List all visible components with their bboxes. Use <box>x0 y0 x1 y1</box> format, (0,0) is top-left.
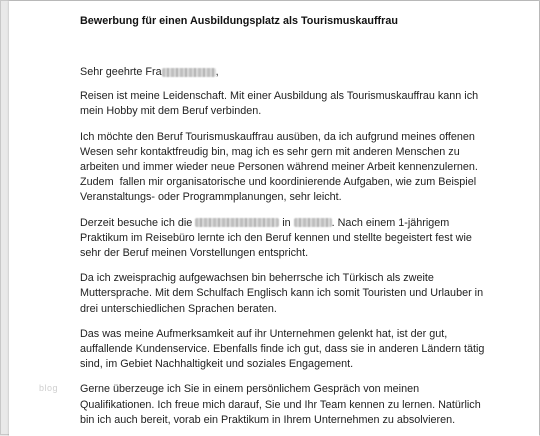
letter-page <box>9 1 539 436</box>
paragraph-motivation: Ich möchte den Beruf Tourismuskauffrau ausüben, da ich aufgrund meines offenen Wesen sehr kontaktfreudig bin, mag ich es sehr gern mit anderen Menschen zu arbeiten und immer wieder neue Personen während meiner Arbeit kennenzulernen. Zudem fallen mir organisatorische und koordinierende Aufgaben, wie zum Beispiel Veranstaltungs- oder Programmplanungen, sehr leicht. <box>80 130 478 204</box>
redacted-school <box>195 218 279 227</box>
redacted-city <box>294 218 332 227</box>
watermark-text: blog <box>39 383 59 393</box>
paragraph-closing: Gerne überzeuge ich Sie in einem persönlichem Gespräch von meinen Qualifikationen. Ich freue mich darauf, Sie und Ihr Team kennen zu lernen. Natürlich bin ich auch bereit, vorab ein Praktikum in Ihrem Unternehmen zu absolvieren. <box>80 383 481 426</box>
salutation <box>80 65 520 80</box>
paragraph-school <box>80 216 520 262</box>
redacted-name <box>162 68 216 77</box>
school-text-in: in <box>279 216 294 229</box>
salutation-suffix: , <box>215 66 219 78</box>
school-text-start: Derzeit besuche ich die <box>80 216 196 229</box>
school-text-end: . Nach einem 1-jährigem <box>331 216 450 229</box>
paragraph-company: Das was meine Aufmerksamkeit auf ihr Unternehmen gelenkt hat, ist der gut, auffallende Kundenservice. Ebenfalls finde ich gut, dass sie in anderen Ländern tätig sind, im Gebiet Nachhaltigkeit und soziales Engagement. <box>80 327 485 371</box>
paragraph-passion: Reisen ist meine Leidenschaft. Mit einer Ausbildung als Tourismuskauffrau kann ich mein Hobby mit dem Beruf verbinden. <box>80 90 479 118</box>
letter-title: Bewerbung für einen Ausbildungsplatz als Tourismuskauffrau <box>80 15 398 27</box>
letter-content <box>80 14 520 436</box>
salutation-prefix: Sehr geehrte Fra <box>80 66 162 78</box>
school-text-rest: Praktikum im Reisebüro lernte ich den Beruf kennen und stellte begeistert fest wie sehr der Beruf meinen Vorstellungen entspricht. <box>80 231 472 260</box>
paragraph-languages: Da ich zweisprachig aufgewachsen bin beherrsche ich Türkisch als zweite Muttersprache. Mit dem Schulfach Englisch kann ich somit Touristen und Urlauber in drei unterschiedlichen Sprachen beraten. <box>80 272 484 315</box>
